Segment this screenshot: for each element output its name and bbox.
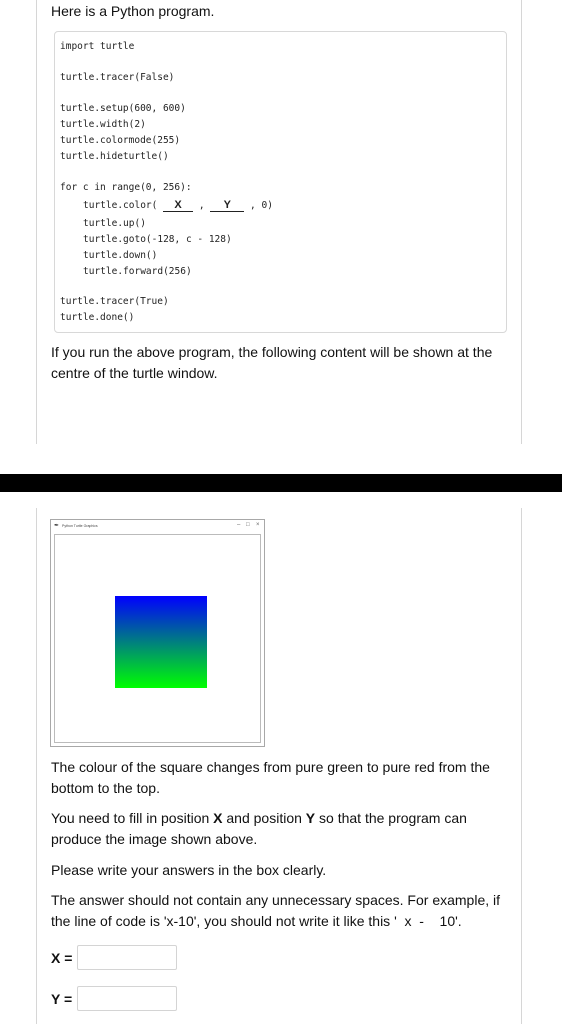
- code-text: , 0): [250, 200, 273, 211]
- instruction-text: so that the program can produce the image shown above.: [51, 810, 467, 847]
- position-x-label: X: [213, 810, 223, 826]
- code-line: turtle.colormode(255): [60, 135, 181, 146]
- code-block: [54, 31, 507, 333]
- feather-icon: ✒: [54, 523, 60, 529]
- run-description: If you run the above program, the following content will be shown at the centre of the turtle window.: [51, 344, 493, 381]
- code-line: turtle.tracer(True): [60, 296, 169, 307]
- turtle-window-screenshot: [50, 519, 265, 747]
- gradient-square: [115, 596, 207, 688]
- separator-bar: [0, 474, 562, 492]
- answer-y-label: Y =: [51, 991, 73, 1007]
- position-y-label: Y: [305, 810, 316, 826]
- close-icon: ×: [256, 522, 260, 528]
- code-line: turtle.width(2): [60, 119, 146, 130]
- answer-y-input[interactable]: [77, 986, 177, 1011]
- answer-x-input[interactable]: [77, 945, 177, 970]
- code-line: turtle.down(): [83, 250, 158, 261]
- blank-x: X: [163, 200, 193, 212]
- code-line: turtle.done(): [60, 312, 135, 323]
- code-line: import turtle: [60, 41, 135, 52]
- code-text: turtle.color(: [83, 200, 158, 211]
- code-line: turtle.up(): [83, 218, 146, 229]
- code-line: for c in range(0, 256):: [60, 182, 192, 193]
- minimize-icon: –: [237, 522, 241, 528]
- code-line: turtle.forward(256): [83, 266, 192, 277]
- code-line: turtle.hideturtle(): [60, 151, 169, 162]
- code-line: turtle.tracer(False): [60, 72, 175, 83]
- question-panel-top: [36, 0, 522, 444]
- answer-y-row: [51, 991, 72, 1007]
- spacing-instruction: The answer should not contain any unnecessary spaces. For example, if the line of code is 'x-10', you should not write it like this ' x - 10'.: [51, 892, 504, 929]
- answer-x-label: X =: [51, 950, 73, 966]
- code-line: turtle.goto(-128, c - 128): [83, 234, 232, 245]
- instruction-text: You need to fill in position: [51, 810, 214, 826]
- turtle-canvas: [54, 534, 261, 743]
- blank-y: Y: [210, 200, 244, 212]
- code-text: ,: [198, 200, 205, 211]
- code-line: turtle.setup(600, 600): [60, 103, 186, 114]
- window-title: Python Turtle Graphics: [62, 524, 98, 528]
- fill-instruction: [51, 808, 513, 850]
- window-titlebar: [51, 520, 264, 533]
- instruction-text: and position: [222, 810, 306, 826]
- write-instruction: Please write your answers in the box clearly.: [51, 862, 327, 878]
- intro-text: Here is a Python program.: [51, 3, 215, 19]
- code-line-color: [83, 200, 273, 212]
- maximize-icon: □: [246, 522, 250, 528]
- answer-x-row: [51, 950, 72, 966]
- colour-description: The colour of the square changes from pure green to pure red from the bottom to the top.: [51, 759, 490, 796]
